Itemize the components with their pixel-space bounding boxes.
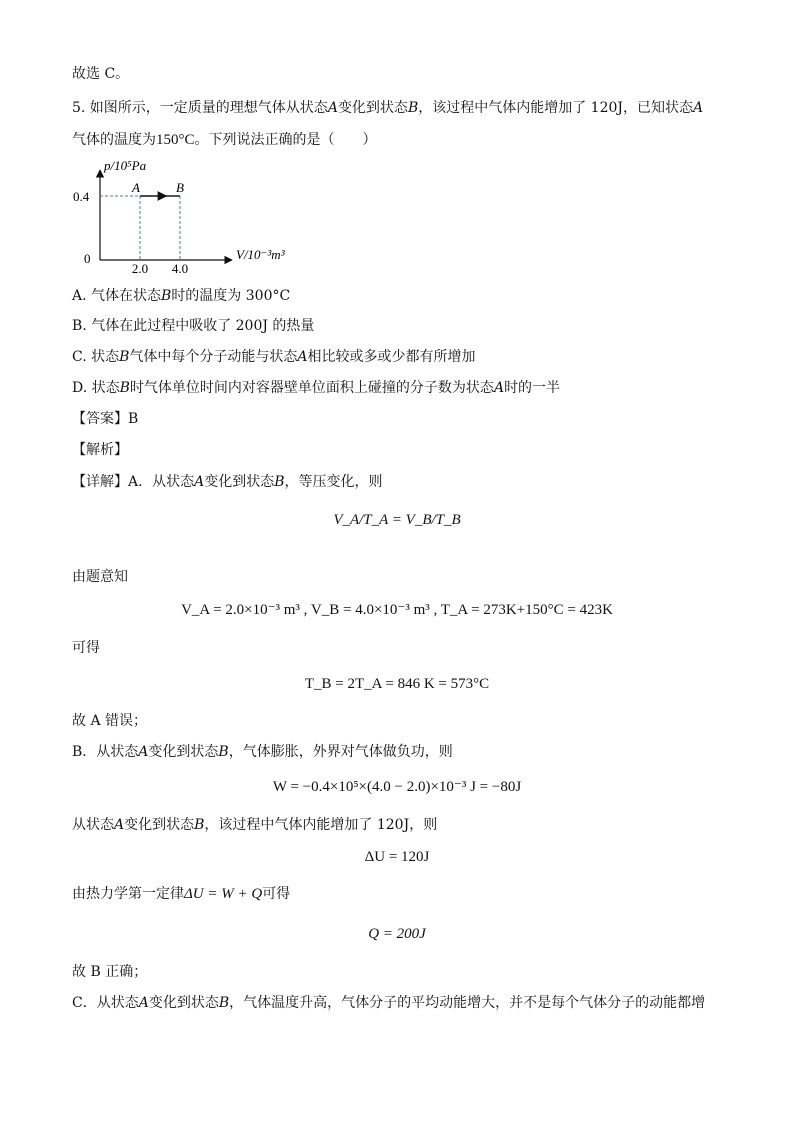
text-line: 故选 C。 <box>72 66 130 82</box>
question-text: 5. 如图所示，一定质量的理想气体从状态A变化到状态B，该过程中气体内能增加了 120J，已知状态A <box>72 100 704 116</box>
option-c: C. 状态B气体中每个分子动能与状态A相比较或多或少都有所增加 <box>72 349 476 365</box>
equation-6: Q = 200J <box>368 926 426 942</box>
origin-label: 0 <box>84 251 91 266</box>
x-tick-label: 4.0 <box>171 261 189 275</box>
text-line: 由题意知 <box>72 569 128 585</box>
y-axis-label: p/10⁵Pa <box>104 160 147 173</box>
detail-line: 【详解】A．从状态A变化到状态B，等压变化，则 <box>72 474 383 490</box>
option-a: A. 气体在状态B时的温度为 300°C <box>72 288 291 304</box>
answer-line: 【答案】B <box>72 411 139 427</box>
equation-4: W = −0.4×10⁵×(4.0 − 2.0)×10⁻³ J = −80J <box>272 779 522 795</box>
analysis-heading: 【解析】 <box>72 442 128 458</box>
question-text: 气体的温度为150°C。下列说法正确的是（ ） <box>72 132 377 148</box>
point-label-b: B <box>176 180 184 195</box>
equation-1: V_A/T_A = V_B/T_B <box>333 512 461 528</box>
pv-chart <box>70 160 310 275</box>
text-line: 从状态A变化到状态B，该过程中气体内能增加了 120J，则 <box>72 817 438 833</box>
option-d: D. 状态B时气体单位时间内对容器壁单位面积上碰撞的分子数为状态A时的一半 <box>72 380 561 396</box>
x-tick-label: 2.0 <box>131 261 149 275</box>
text-line: 由热力学第一定律ΔU = W + Q可得 <box>72 886 291 902</box>
text-line: B．从状态A变化到状态B，气体膨胀，外界对气体做负功，则 <box>72 744 453 760</box>
text-line: 可得 <box>72 640 100 656</box>
x-axis-label: V/10⁻³m³ <box>236 247 285 262</box>
option-b: B. 气体在此过程中吸收了 200J 的热量 <box>72 318 315 334</box>
equation-5: ΔU = 120J <box>364 849 430 865</box>
text-line: 故 A 错误； <box>72 713 148 729</box>
equation-3: T_B = 2T_A = 846 K = 573°C <box>304 676 490 692</box>
text-line: 故 B 正确； <box>72 964 148 980</box>
y-tick-label: 0.4 <box>73 189 90 204</box>
equation-2: V_A = 2.0×10⁻³ m³ , V_B = 4.0×10⁻³ m³ , T_A = 273K+150°C = 423K <box>181 602 613 618</box>
text-line: C．从状态A变化到状态B，气体温度升高，气体分子的平均动能增大，并不是每个气体分子的动能都增 <box>72 995 706 1011</box>
point-label-a: A <box>132 180 140 195</box>
